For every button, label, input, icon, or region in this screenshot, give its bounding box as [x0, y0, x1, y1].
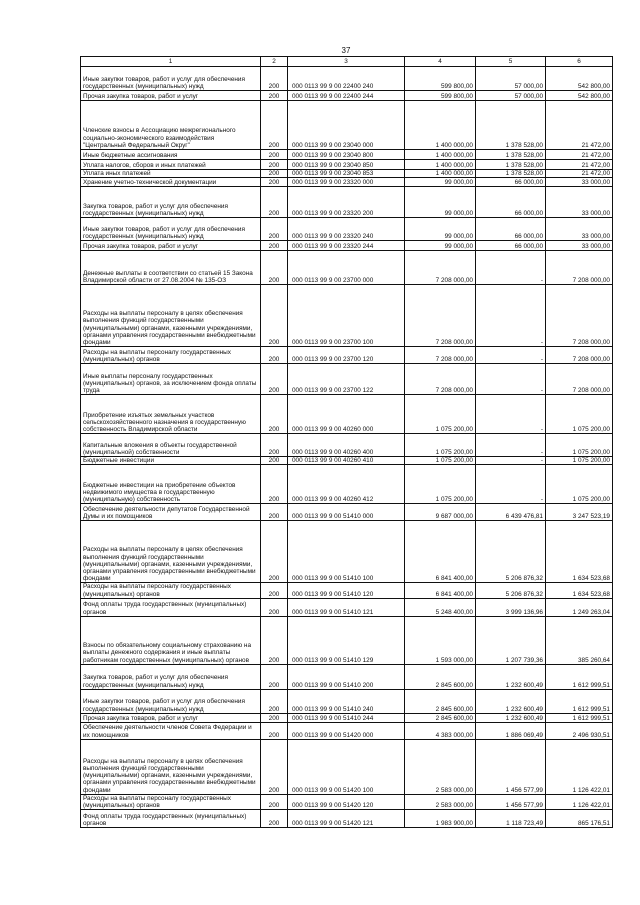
- row-col4-cell: 2 845 600,00: [405, 713, 476, 722]
- row-col5-cell: -: [476, 395, 546, 434]
- row-kbk-cell: 000 0113 99 9 00 23700 120: [288, 347, 405, 364]
- row-col5-cell: 66 000,00: [476, 241, 546, 251]
- table-row: [81, 67, 613, 91]
- table-row: [81, 521, 613, 583]
- row-col6-cell: 3 247 523,19: [546, 504, 613, 521]
- row-col4-cell: 9 687 000,00: [405, 504, 476, 521]
- row-name-cell: Расходы на выплаты персоналу в целях обеспечения выполнения функций государственными (муниципальными) органами, казенными учреждениями, органами управления государственными внебюджетными фондами: [81, 739, 261, 794]
- row-kbk-cell: 000 0113 99 9 00 23320 244: [288, 241, 405, 251]
- row-code-cell: 200: [261, 347, 288, 364]
- row-col4-cell: 2 845 600,00: [405, 664, 476, 689]
- row-code-cell: 200: [261, 434, 288, 457]
- table-row: [81, 794, 613, 809]
- row-code-cell: 200: [261, 170, 288, 178]
- row-col6-cell: 21 472,00: [546, 150, 613, 160]
- row-col6-cell: 1 126 422,01: [546, 794, 613, 809]
- table-row: [81, 583, 613, 598]
- row-col4-cell: 1 075 200,00: [405, 465, 476, 504]
- row-name-cell: Обеспечение деятельности депутатов Государственной Думы и их помощников: [81, 504, 261, 521]
- header-cell: 1: [81, 57, 261, 67]
- row-kbk-cell: 000 0113 99 9 00 23320 000: [288, 178, 405, 187]
- row-code-cell: 200: [261, 285, 288, 347]
- row-col4-cell: 1 075 200,00: [405, 457, 476, 465]
- row-col4-cell: 6 841 400,00: [405, 583, 476, 598]
- table-row: [81, 187, 613, 218]
- row-code-cell: 200: [261, 457, 288, 465]
- row-col6-cell: 542 800,00: [546, 67, 613, 91]
- row-col4-cell: 2 583 000,00: [405, 739, 476, 794]
- row-col5-cell: 1 456 577,99: [476, 794, 546, 809]
- row-col6-cell: 1 249 263,04: [546, 598, 613, 616]
- row-name-cell: Расходы на выплаты персоналу государственных (муниципальных) органов: [81, 794, 261, 809]
- table-row: [81, 178, 613, 187]
- row-kbk-cell: 000 0113 99 9 00 23700 122: [288, 364, 405, 395]
- row-code-cell: 200: [261, 364, 288, 395]
- row-col5-cell: 66 000,00: [476, 218, 546, 241]
- row-col6-cell: 7 208 000,00: [546, 347, 613, 364]
- row-col5-cell: 3 999 136,96: [476, 598, 546, 616]
- table-row: [81, 170, 613, 178]
- table-row: [81, 457, 613, 465]
- row-col4-cell: 2 583 000,00: [405, 794, 476, 809]
- table-row: [81, 218, 613, 241]
- row-name-cell: Расходы на выплаты персоналу государственных (муниципальных) органов: [81, 583, 261, 598]
- row-kbk-cell: 000 0113 99 9 00 51410 200: [288, 664, 405, 689]
- row-name-cell: Фонд оплаты труда государственных (муниципальных) органов: [81, 598, 261, 616]
- header-cell: 6: [546, 57, 613, 67]
- row-col5-cell: 66 000,00: [476, 187, 546, 218]
- row-col5-cell: 1 232 600,49: [476, 664, 546, 689]
- table-row: [81, 810, 613, 828]
- row-col4-cell: 7 208 000,00: [405, 251, 476, 285]
- row-col5-cell: -: [476, 434, 546, 457]
- row-col4-cell: 99 000,00: [405, 187, 476, 218]
- row-name-cell: Расходы на выплаты персоналу в целях обеспечения выполнения функций государственными (муниципальными) органами, казенными учреждениями, органами управления государственными внебюджетными фондами: [81, 285, 261, 347]
- table-row: [81, 598, 613, 616]
- row-col5-cell: 1 207 739,36: [476, 616, 546, 664]
- row-code-cell: 200: [261, 722, 288, 739]
- table-row: [81, 713, 613, 722]
- row-col6-cell: 1 634 523,68: [546, 583, 613, 598]
- row-col4-cell: 7 208 000,00: [405, 364, 476, 395]
- row-col5-cell: -: [476, 251, 546, 285]
- header-cell: 3: [288, 57, 405, 67]
- row-col6-cell: 33 000,00: [546, 187, 613, 218]
- row-col5-cell: 1 378 528,00: [476, 160, 546, 170]
- row-code-cell: 200: [261, 465, 288, 504]
- row-kbk-cell: 000 0113 99 9 00 23700 100: [288, 285, 405, 347]
- table-row: [81, 364, 613, 395]
- row-name-cell: Бюджетные инвестиции: [81, 457, 261, 465]
- row-col4-cell: 1 593 000,00: [405, 616, 476, 664]
- row-kbk-cell: 000 0113 99 9 00 51420 100: [288, 739, 405, 794]
- row-col6-cell: 865 176,51: [546, 810, 613, 828]
- row-col4-cell: 99 000,00: [405, 178, 476, 187]
- row-col4-cell: 7 208 000,00: [405, 347, 476, 364]
- table-row: [81, 91, 613, 101]
- row-col6-cell: 1 075 200,00: [546, 395, 613, 434]
- table-row: [81, 101, 613, 150]
- table-row: [81, 689, 613, 713]
- expenditure-table: [80, 56, 613, 828]
- row-col4-cell: 1 400 000,00: [405, 170, 476, 178]
- row-col5-cell: 66 000,00: [476, 178, 546, 187]
- row-code-cell: 200: [261, 91, 288, 101]
- row-kbk-cell: 000 0113 99 9 00 51410 244: [288, 713, 405, 722]
- row-kbk-cell: 000 0113 99 9 00 51410 100: [288, 521, 405, 583]
- table-header-row: [81, 57, 613, 67]
- row-kbk-cell: 000 0113 99 9 00 23700 000: [288, 251, 405, 285]
- row-code-cell: 200: [261, 713, 288, 722]
- table-row: [81, 504, 613, 521]
- row-kbk-cell: 000 0113 99 9 00 22400 244: [288, 91, 405, 101]
- row-code-cell: 200: [261, 504, 288, 521]
- row-col5-cell: 57 000,00: [476, 91, 546, 101]
- row-col5-cell: 5 206 876,32: [476, 521, 546, 583]
- row-kbk-cell: 000 0113 99 9 00 23040 800: [288, 150, 405, 160]
- header-cell: 2: [261, 57, 288, 67]
- row-name-cell: Хранение учетно-технической документации: [81, 178, 261, 187]
- row-col4-cell: 1 400 000,00: [405, 101, 476, 150]
- row-code-cell: 200: [261, 583, 288, 598]
- table-row: [81, 465, 613, 504]
- row-name-cell: Взносы по обязательному социальному страхованию на выплаты денежного содержания и иные выплаты работникам государственных (муниципальных) органов: [81, 616, 261, 664]
- row-col6-cell: 2 496 930,51: [546, 722, 613, 739]
- row-col4-cell: 5 248 400,00: [405, 598, 476, 616]
- row-col6-cell: 1 126 422,01: [546, 739, 613, 794]
- row-col6-cell: 1 075 200,00: [546, 457, 613, 465]
- row-col5-cell: 6 439 476,81: [476, 504, 546, 521]
- row-col6-cell: 21 472,00: [546, 170, 613, 178]
- row-code-cell: 200: [261, 160, 288, 170]
- row-kbk-cell: 000 0113 99 9 00 51410 120: [288, 583, 405, 598]
- row-col4-cell: 4 383 000,00: [405, 722, 476, 739]
- row-kbk-cell: 000 0113 99 9 00 40260 000: [288, 395, 405, 434]
- row-col5-cell: 1 378 528,00: [476, 101, 546, 150]
- row-col6-cell: 21 472,00: [546, 160, 613, 170]
- row-col6-cell: 1 075 200,00: [546, 434, 613, 457]
- row-name-cell: Иные закупки товаров, работ и услуг для обеспечения государственных (муниципальных) нужд: [81, 689, 261, 713]
- row-col5-cell: -: [476, 347, 546, 364]
- row-col6-cell: 7 208 000,00: [546, 251, 613, 285]
- table-row: [81, 664, 613, 689]
- row-col4-cell: 1 983 900,00: [405, 810, 476, 828]
- row-code-cell: 200: [261, 150, 288, 160]
- row-name-cell: Закупка товаров, работ и услуг для обеспечения государственных (муниципальных) нужд: [81, 187, 261, 218]
- row-kbk-cell: 000 0113 99 9 00 51420 121: [288, 810, 405, 828]
- row-name-cell: Расходы на выплаты персоналу государственных (муниципальных) органов: [81, 347, 261, 364]
- table-row: [81, 347, 613, 364]
- row-col4-cell: 1 075 200,00: [405, 434, 476, 457]
- row-col4-cell: 99 000,00: [405, 241, 476, 251]
- row-col5-cell: 1 232 600,49: [476, 713, 546, 722]
- row-code-cell: 200: [261, 241, 288, 251]
- row-name-cell: Иные закупки товаров, работ и услуг для обеспечения государственных (муниципальных) нужд: [81, 67, 261, 91]
- row-col6-cell: 1 075 200,00: [546, 465, 613, 504]
- table-row: [81, 395, 613, 434]
- row-name-cell: Прочая закупка товаров, работ и услуг: [81, 713, 261, 722]
- row-col5-cell: 1 118 723,49: [476, 810, 546, 828]
- row-code-cell: 200: [261, 598, 288, 616]
- row-kbk-cell: 000 0113 99 9 00 22400 240: [288, 67, 405, 91]
- row-col6-cell: 385 260,64: [546, 616, 613, 664]
- row-name-cell: Уплата иных платежей: [81, 170, 261, 178]
- row-name-cell: Прочая закупка товаров, работ и услуг: [81, 91, 261, 101]
- table-row: [81, 616, 613, 664]
- row-code-cell: 200: [261, 178, 288, 187]
- table-row: [81, 160, 613, 170]
- header-cell: 5: [476, 57, 546, 67]
- row-kbk-cell: 000 0113 99 9 00 23040 853: [288, 170, 405, 178]
- row-code-cell: 200: [261, 794, 288, 809]
- row-col4-cell: 2 845 600,00: [405, 689, 476, 713]
- row-code-cell: 200: [261, 101, 288, 150]
- header-cell: 4: [405, 57, 476, 67]
- row-col6-cell: 1 612 999,51: [546, 713, 613, 722]
- row-name-cell: Бюджетные инвестиции на приобретение объектов недвижимого имущества в государственную (муниципальную) собственность: [81, 465, 261, 504]
- row-name-cell: Прочая закупка товаров, работ и услуг: [81, 241, 261, 251]
- row-code-cell: 200: [261, 739, 288, 794]
- page-number: 37: [341, 46, 351, 55]
- table-row: [81, 739, 613, 794]
- row-col5-cell: 1 456 577,99: [476, 739, 546, 794]
- row-col4-cell: 599 800,00: [405, 67, 476, 91]
- row-col6-cell: 542 800,00: [546, 91, 613, 101]
- row-kbk-cell: 000 0113 99 9 00 51410 000: [288, 504, 405, 521]
- row-code-cell: 200: [261, 395, 288, 434]
- row-col6-cell: 33 000,00: [546, 218, 613, 241]
- row-col6-cell: 7 208 000,00: [546, 285, 613, 347]
- row-name-cell: Расходы на выплаты персоналу в целях обеспечения выполнения функций государственными (муниципальными) органами, казенными учреждениями, органами управления государственными внебюджетными фондами: [81, 521, 261, 583]
- row-col6-cell: 1 612 999,51: [546, 664, 613, 689]
- row-col5-cell: 1 886 069,49: [476, 722, 546, 739]
- row-col6-cell: 33 000,00: [546, 241, 613, 251]
- row-name-cell: Иные бюджетные ассигнования: [81, 150, 261, 160]
- row-name-cell: Денежные выплаты в соответствии со статьей 15 Закона Владимирской области от 27.08.2004 № 135-ОЗ: [81, 251, 261, 285]
- row-name-cell: Приобретение изъятых земельных участков сельскохозяйственного назначения в государственную собственность Владимирской области: [81, 395, 261, 434]
- row-col5-cell: 5 206 876,32: [476, 583, 546, 598]
- table-body: [81, 57, 613, 828]
- row-kbk-cell: 000 0113 99 9 00 23040 000: [288, 101, 405, 150]
- row-col5-cell: -: [476, 465, 546, 504]
- row-code-cell: 200: [261, 67, 288, 91]
- row-col5-cell: -: [476, 285, 546, 347]
- row-name-cell: Уплата налогов, сборов и иных платежей: [81, 160, 261, 170]
- row-code-cell: 200: [261, 689, 288, 713]
- table-row: [81, 434, 613, 457]
- row-col5-cell: 1 378 528,00: [476, 170, 546, 178]
- row-col4-cell: 7 208 000,00: [405, 285, 476, 347]
- row-col5-cell: -: [476, 457, 546, 465]
- row-kbk-cell: 000 0113 99 9 00 40260 412: [288, 465, 405, 504]
- row-kbk-cell: 000 0113 99 9 00 51410 121: [288, 598, 405, 616]
- row-name-cell: Иные выплаты персоналу государственных (муниципальных) органов, за исключением фонда оплаты труда: [81, 364, 261, 395]
- row-kbk-cell: 000 0113 99 9 00 51420 000: [288, 722, 405, 739]
- row-col4-cell: 1 400 000,00: [405, 150, 476, 160]
- row-col5-cell: 1 378 528,00: [476, 150, 546, 160]
- row-code-cell: 200: [261, 521, 288, 583]
- table-row: [81, 150, 613, 160]
- row-col5-cell: 57 000,00: [476, 67, 546, 91]
- row-col5-cell: 1 232 600,49: [476, 689, 546, 713]
- row-kbk-cell: 000 0113 99 9 00 23040 850: [288, 160, 405, 170]
- row-code-cell: 200: [261, 218, 288, 241]
- row-code-cell: 200: [261, 616, 288, 664]
- row-kbk-cell: 000 0113 99 9 00 51410 129: [288, 616, 405, 664]
- row-kbk-cell: 000 0113 99 9 00 51410 240: [288, 689, 405, 713]
- table-row: [81, 722, 613, 739]
- table-row: [81, 241, 613, 251]
- row-col6-cell: 7 208 000,00: [546, 364, 613, 395]
- table-row: [81, 285, 613, 347]
- row-name-cell: Капитальные вложения в объекты государственной (муниципальной) собственности: [81, 434, 261, 457]
- row-kbk-cell: 000 0113 99 9 00 51420 120: [288, 794, 405, 809]
- row-code-cell: 200: [261, 251, 288, 285]
- row-code-cell: 200: [261, 187, 288, 218]
- row-name-cell: Иные закупки товаров, работ и услуг для обеспечения государственных (муниципальных) нужд: [81, 218, 261, 241]
- row-col4-cell: 1 075 200,00: [405, 395, 476, 434]
- row-col6-cell: 33 000,00: [546, 178, 613, 187]
- row-col4-cell: 599 800,00: [405, 91, 476, 101]
- row-name-cell: Фонд оплаты труда государственных (муниципальных) органов: [81, 810, 261, 828]
- row-kbk-cell: 000 0113 99 9 00 40260 400: [288, 434, 405, 457]
- row-col5-cell: -: [476, 364, 546, 395]
- row-kbk-cell: 000 0113 99 9 00 23320 240: [288, 218, 405, 241]
- row-col6-cell: 1 612 999,51: [546, 689, 613, 713]
- row-name-cell: Закупка товаров, работ и услуг для обеспечения государственных (муниципальных) нужд: [81, 664, 261, 689]
- table-row: [81, 251, 613, 285]
- row-name-cell: Обеспечение деятельности членов Совета Федерации и их помощников: [81, 722, 261, 739]
- row-col6-cell: 21 472,00: [546, 101, 613, 150]
- row-col4-cell: 99 000,00: [405, 218, 476, 241]
- row-kbk-cell: 000 0113 99 9 00 23320 200: [288, 187, 405, 218]
- row-code-cell: 200: [261, 810, 288, 828]
- row-kbk-cell: 000 0113 99 9 00 40260 410: [288, 457, 405, 465]
- row-col6-cell: 1 634 523,68: [546, 521, 613, 583]
- row-col4-cell: 1 400 000,00: [405, 160, 476, 170]
- row-name-cell: Членские взносы в Ассоциацию межрегионального социально-экономического взаимодействия "Центральный Федеральный Округ": [81, 101, 261, 150]
- row-code-cell: 200: [261, 664, 288, 689]
- row-col4-cell: 6 841 400,00: [405, 521, 476, 583]
